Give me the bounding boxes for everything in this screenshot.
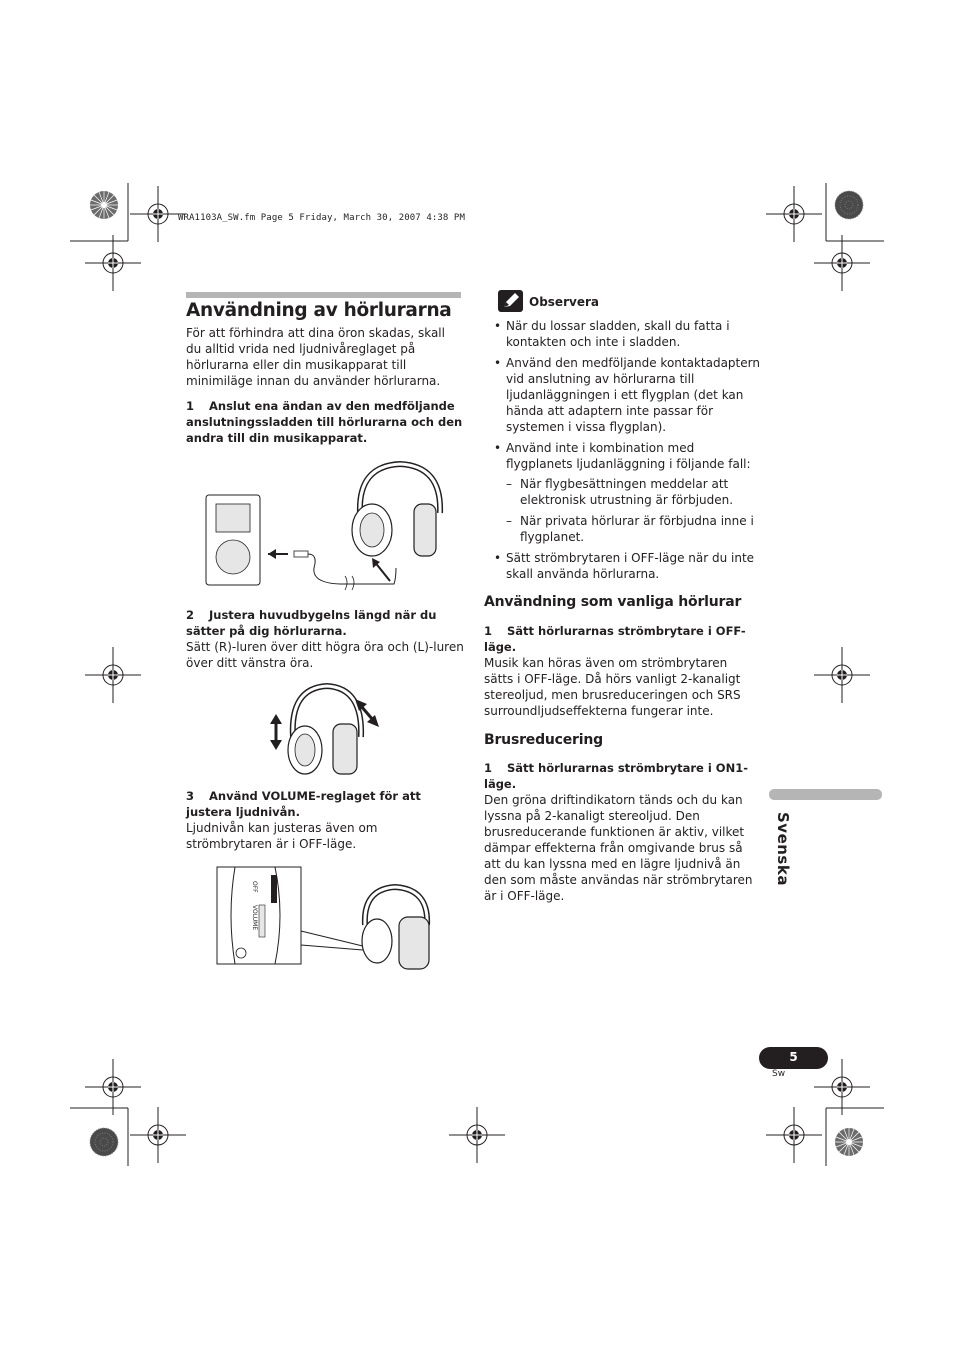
- section-noise-body: Den gröna driftindikatorn tänds och du kan lyssna på 2-kanaligt stereoljud. Den brusreducerande funktionen är aktiv, vilket dämpar effekterna från omgivande brus så att du kan lyssna med en lägre ljudnivå än den som måste användas när strömbrytaren är i OFF-läge.: [484, 793, 753, 903]
- step-3: [186, 788, 464, 852]
- section-normal-body: Musik kan höras även om strömbrytaren sätts i OFF-läge. Då hörs vanligt 2-kanaligt stereoljud, men brusreduceringen och SRS surroundljudseffekterna fungerar inte.: [484, 656, 741, 718]
- note-subitem-text: När privata hörlurar är förbjudna inne i flygplanet.: [520, 514, 754, 544]
- note-item: • Använd inte i kombination med flygplanets ljudanläggning i följande fall: – När flygbesättningen meddelar att elektronisk utrustning är förbjuden. – När privata hörlurar är förbjudna inne i flygplanet.: [484, 440, 760, 545]
- section-normal-step-number: 1: [484, 624, 493, 638]
- step-1-number: 1: [186, 399, 195, 413]
- section-normal: [484, 623, 760, 719]
- figure-connect-cable: [200, 458, 450, 593]
- step-2-body: Sätt (R)-luren över ditt högra öra och (L)-luren över ditt vänstra öra.: [186, 640, 464, 670]
- intro-text: För att förhindra att dina öron skadas, skall du alltid vrida ned ljudnivåreglaget på hörlurarna eller din musikapparat till minimiläge innan du använder hörlurarna.: [186, 326, 445, 388]
- step-3-body: Ljudnivån kan justeras även om strömbrytaren är i OFF-läge.: [186, 821, 378, 851]
- note-subitem: – När privata hörlurar är förbjudna inne i flygplanet.: [506, 514, 754, 544]
- note-item: • När du lossar sladden, skall du fatta i kontakten och inte i sladden.: [494, 319, 730, 349]
- section-normal-heading: Användning som vanliga hörlurar: [484, 594, 742, 610]
- step-3-heading: Använd VOLUME-reglaget för att justera ljudnivån.: [186, 789, 421, 819]
- language-tab-bar: [769, 789, 882, 800]
- step-1: [186, 398, 464, 446]
- intro-paragraph: [186, 325, 461, 389]
- note-item-text: Använd inte i kombination med flygplanets ljudanläggning i följande fall:: [506, 441, 751, 471]
- note-subitem-text: När flygbesättningen meddelar att elektronisk utrustning är förbjuden.: [520, 477, 734, 507]
- note-item-text: Sätt strömbrytaren i OFF-läge när du inte skall använda hörlurarna.: [506, 551, 755, 581]
- step-2-number: 2: [186, 608, 195, 622]
- file-header: WRA1103A_SW.fm Page 5 Friday, March 30, 2007 4:38 PM: [178, 213, 465, 223]
- step-3-number: 3: [186, 789, 195, 803]
- page-language-code: Sw: [772, 1069, 786, 1079]
- page-title: Användning av hörlurarna: [186, 300, 452, 321]
- title-bar: [186, 292, 461, 298]
- note-subitem: – När flygbesättningen meddelar att elektronisk utrustning är förbjuden.: [506, 477, 734, 507]
- note-heading: Observera: [529, 295, 599, 309]
- section-noise-heading: Brusreducering: [484, 732, 603, 748]
- figure-off-label: OFF: [251, 881, 258, 893]
- page-number: 5: [759, 1047, 828, 1069]
- note-item-text: Använd den medföljande kontaktadaptern vid anslutning av hörlurarna till ljudanläggningen i ett flygplan (det kan hända att adaptern inte passar för systemen i vissa flygplan).: [506, 356, 760, 434]
- note-item: • Använd den medföljande kontaktadaptern vid anslutning av hörlurarna till ljudanläggningen i ett flygplan (det kan hända att adaptern inte passar för systemen i vissa flygplan).: [494, 356, 760, 434]
- note-list: [484, 318, 760, 587]
- step-2-heading: Justera huvudbygelns längd när du sätter på dig hörlurarna.: [186, 608, 437, 638]
- section-noise-step: Sätt hörlurarnas strömbrytare i ON1-läge.: [484, 761, 748, 791]
- section-noise: [484, 760, 760, 904]
- note-item-text: När du lossar sladden, skall du fatta i kontakten och inte i sladden.: [506, 319, 730, 349]
- figure-volume-control: [215, 865, 435, 977]
- note-pencil-icon: [498, 290, 523, 312]
- figure-volume-label: VOLUME: [251, 905, 258, 931]
- note-item: • Sätt strömbrytaren i OFF-läge när du inte skall använda hörlurarna.: [494, 551, 755, 581]
- section-normal-step: Sätt hörlurarnas strömbrytare i OFF-läge.: [484, 624, 746, 654]
- language-tab-label: Svenska: [774, 812, 792, 886]
- figure-adjust-headband: [265, 682, 390, 782]
- step-2: [186, 607, 464, 671]
- step-1-heading: Anslut ena ändan av den medföljande anslutningssladden till hörlurarna och den andra till din musikapparat.: [186, 399, 463, 445]
- section-noise-step-number: 1: [484, 761, 493, 775]
